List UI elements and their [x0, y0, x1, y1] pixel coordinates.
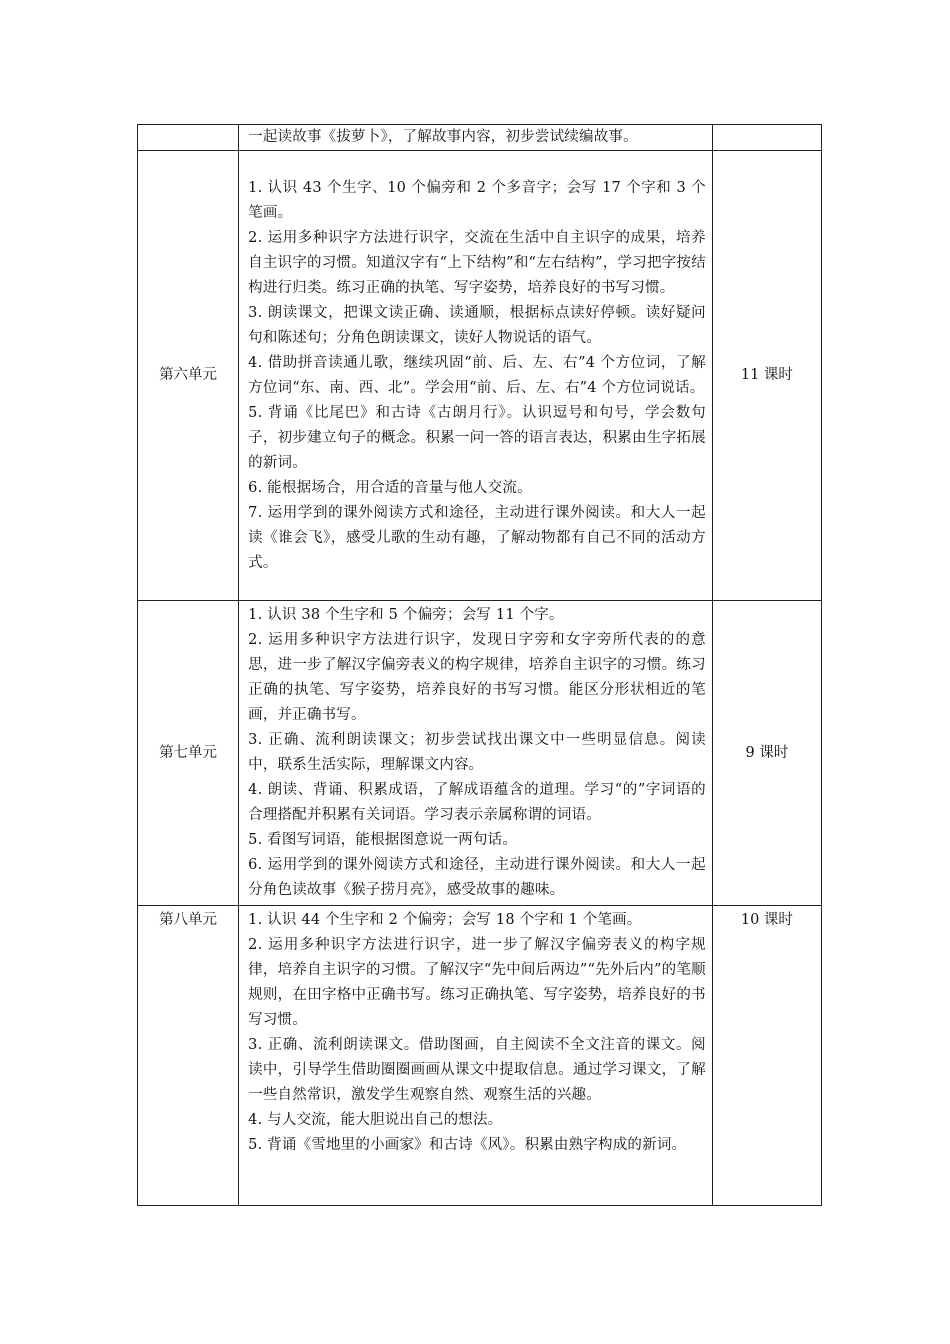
- goal-item: 2. 运用多种识字方法进行识字，发现日字旁和女字旁所代表的的意思，进一步了解汉字偏旁表义的构字规律，培养自主识字的习惯。练习正确的执笔、写字姿势，培养良好的书写习惯。能区分形状相近的笔画，并正确书写。: [248, 632, 706, 723]
- goal-item: 4. 朗读、背诵、积累成语，了解成语蕴含的道理。学习“的”字词语的合理搭配并积累有关词语。学习表示亲属称谓的词语。: [248, 782, 706, 823]
- goals-cell: [239, 125, 713, 151]
- teaching-plan-table: [137, 124, 822, 1206]
- goal-item: 5. 看图写词语，能根据图意说一两句话。: [248, 832, 518, 848]
- goal-item: 5. 背诵《比尾巴》和古诗《古朗月行》。认识逗号和句号，学会数句子，初步建立句子的概念。积累一问一答的语言表达，积累由生字拓展的新词。: [248, 404, 706, 471]
- table-row-unit-7: [138, 601, 822, 906]
- goal-item: 1. 认识 38 个生字和 5 个偏旁；会写 11 个字。: [248, 607, 564, 623]
- goal-item: 3. 正确、流利朗读课文；初步尝试找出课文中一些明显信息。阅读中，联系生活实际，理解课文内容。: [248, 732, 706, 773]
- unit-label: 第八单元: [159, 912, 218, 928]
- goal-item: 2. 运用多种识字方法进行识字，进一步了解汉字偏旁表义的构字规律，培养自主识字的习惯。了解汉字“先中间后两边”“先外后内”的笔顺规则，在田字格中正确书写。练习正确执笔、写字姿势，培养良好的书写习惯。: [248, 937, 706, 1028]
- goal-item: 6. 能根据场合，用合适的音量与他人交流。: [248, 479, 532, 496]
- goals-cell: [239, 906, 713, 1206]
- unit-cell: 第七单元: [138, 601, 239, 906]
- hours-cell: [712, 125, 821, 151]
- goal-item: 3. 正确、流利朗读课文。借助图画，自主阅读不全文注音的课文。阅读中，引导学生借助圈圈画画从课文中提取信息。通过学习课文，了解一些自然常识，激发学生观察自然、观察生活的兴趣。: [248, 1037, 706, 1103]
- hours-label: 10 课时: [740, 912, 793, 928]
- table-row-unit-8: [138, 906, 822, 1206]
- unit-cell: [138, 906, 239, 1206]
- hours-cell: 9 课时: [712, 601, 821, 906]
- table-row-continued: [138, 125, 822, 151]
- hours-cell: 11 课时: [712, 151, 821, 601]
- goal-item: 4. 与人交流，能大胆说出自己的想法。: [248, 1112, 503, 1128]
- goal-item: 7. 运用学到的课外阅读方式和途径，主动进行课外阅读。和大人一起读《谁会飞》，感受儿歌的生动有趣，了解动物都有自己不同的活动方式。: [248, 504, 706, 571]
- table-row-unit-6: [138, 151, 822, 601]
- goals-cell: [239, 151, 713, 601]
- goal-item: 3. 朗读课文，把课文读正确、读通顺，根据标点读好停顿。读好疑问句和陈述句；分角色朗读课文，读好人物说话的语气。: [248, 304, 706, 346]
- goal-item: 1. 认识 44 个生字和 2 个偏旁；会写 18 个字和 1 个笔画。: [248, 912, 642, 928]
- unit-cell: [138, 125, 239, 151]
- goal-item: 1. 认识 43 个生字、10 个偏旁和 2 个多音字；会写 17 个字和 3 个笔画。: [248, 179, 706, 221]
- hours-cell: [712, 906, 821, 1206]
- goal-item: 4. 借助拼音读通儿歌，继续巩固“前、后、左、右”4 个方位词，了解方位词“东、南、西、北”。学会用“前、后、左、右”4 个方位词说话。: [248, 354, 706, 396]
- goal-item: 5. 背诵《雪地里的小画家》和古诗《风》。积累由熟字构成的新词。: [248, 1137, 687, 1153]
- goal-item: 6. 运用学到的课外阅读方式和途径，主动进行课外阅读。和大人一起分角色读故事《猴子捞月亮》，感受故事的趣味。: [248, 857, 706, 898]
- goals-cell: [239, 601, 713, 906]
- goal-item: 一起读故事《拔萝卜》，了解故事内容，初步尝试续编故事。: [248, 129, 638, 145]
- unit-cell: 第六单元: [138, 151, 239, 601]
- goal-item: 2. 运用多种识字方法进行识字，交流在生活中自主识字的成果，培养自主识字的习惯。知道汉字有“上下结构”和“左右结构”，学习把字按结构进行归类。练习正确的执笔、写字姿势，培养良好的书写习惯。: [248, 229, 706, 296]
